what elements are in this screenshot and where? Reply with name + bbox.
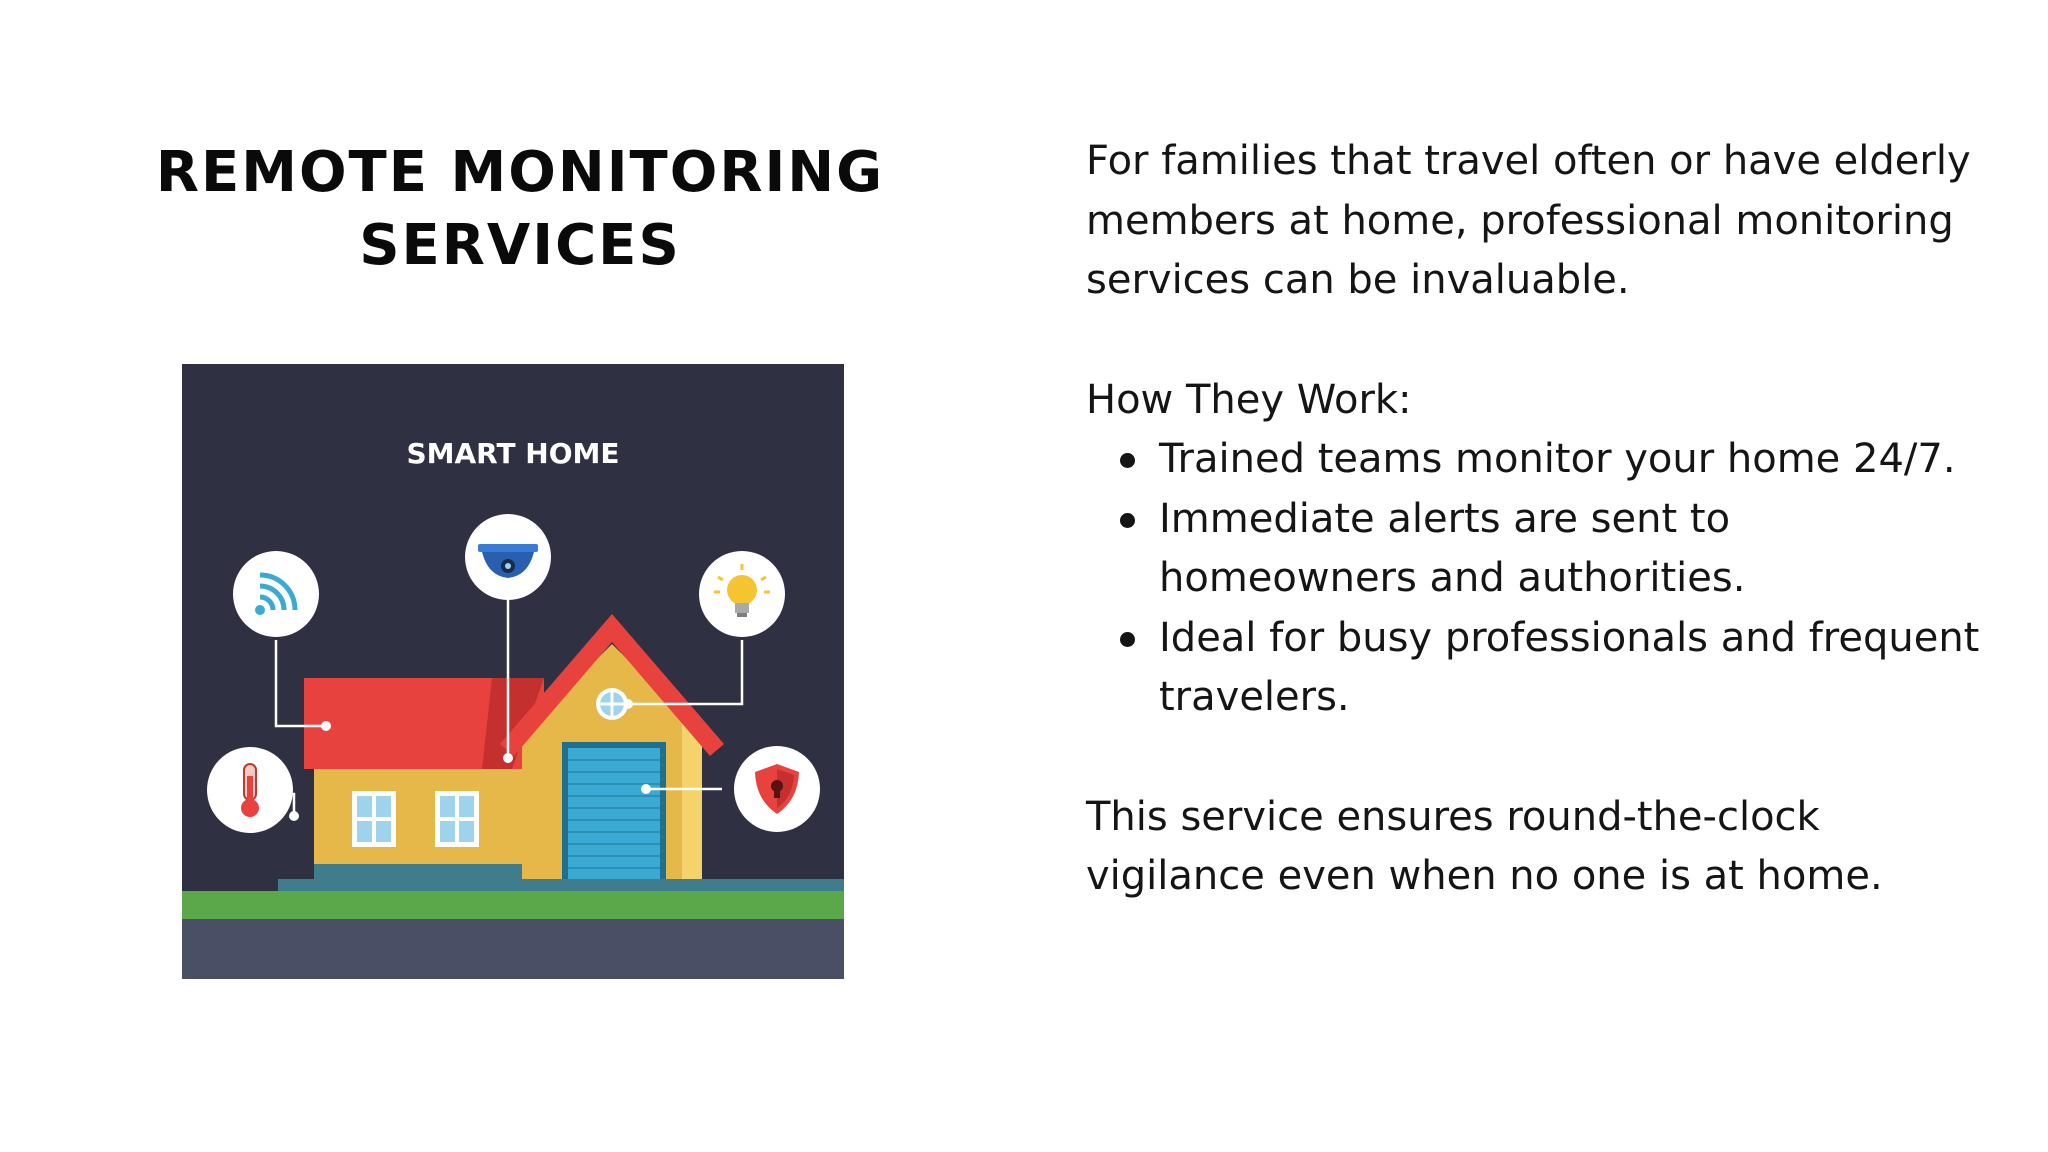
- left-window: [352, 791, 396, 847]
- right-window: [435, 791, 479, 847]
- how-heading: How They Work:: [1086, 376, 1412, 423]
- list-item: Immediate alerts are sent to homeowners and authorities.: [1086, 490, 1986, 609]
- list-item: Ideal for busy professionals and frequent travelers.: [1086, 609, 1986, 728]
- smart-home-illustration: [182, 364, 844, 979]
- closing-paragraph: This service ensures round-the-clock vigilance even when no one is at home.: [1086, 793, 1883, 899]
- slide-body: [1086, 132, 1986, 907]
- list-item: Trained teams monitor your home 24/7.: [1086, 430, 1986, 490]
- thermometer-icon: [207, 747, 293, 833]
- camera-icon: [465, 514, 551, 600]
- lightbulb-icon: [699, 551, 785, 637]
- intro-paragraph: For families that travel often or have elderly members at home, professional monitoring services can be invaluable.: [1086, 138, 1971, 303]
- bullet-list: [1086, 430, 1986, 728]
- smart-home-label: SMART HOME: [406, 437, 620, 470]
- slide-title: REMOTE MONITORING SERVICES: [155, 140, 885, 278]
- shield-lock-icon: [734, 746, 820, 832]
- wifi-icon: [233, 551, 319, 637]
